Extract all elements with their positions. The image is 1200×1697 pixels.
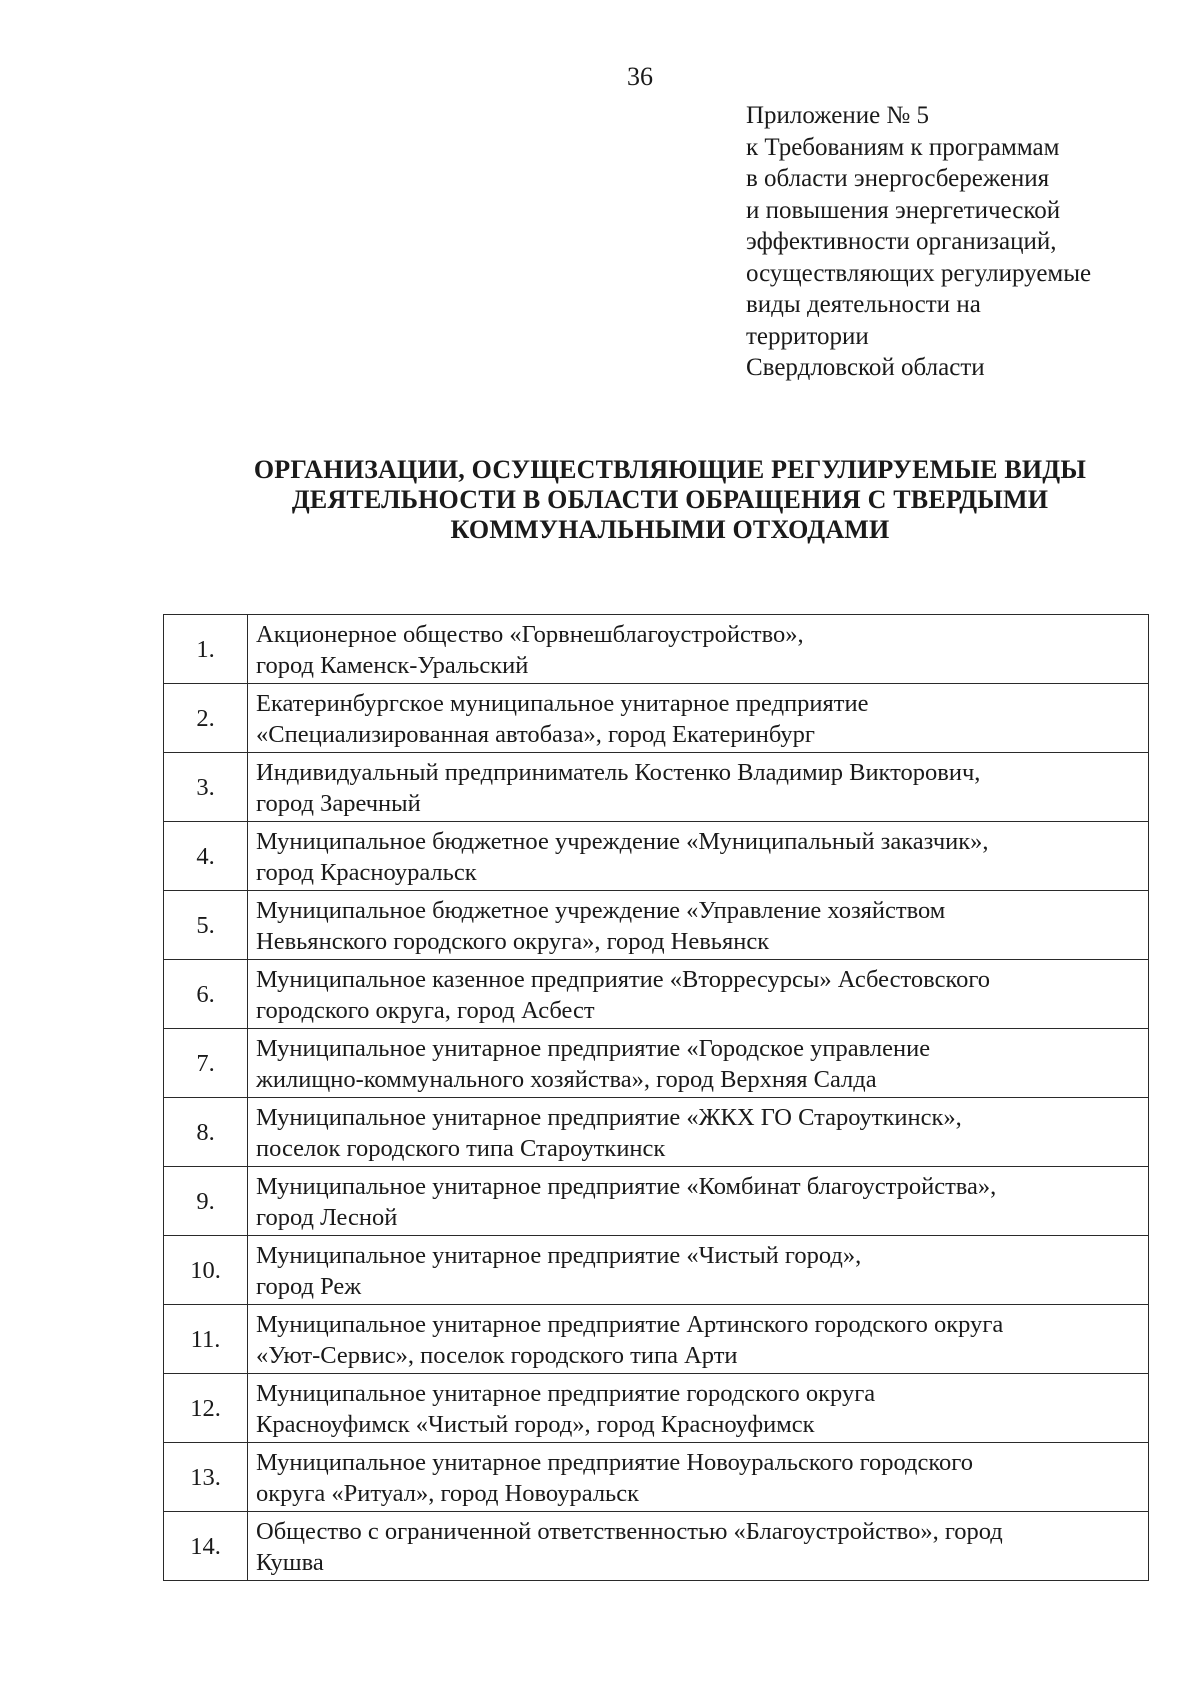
appendix-line: эффективности организаций, <box>746 228 1057 255</box>
organization-name-line: Муниципальное унитарное предприятие «Комбинат благоустройства», <box>256 1173 997 1200</box>
organization-name-line: Екатеринбургское муниципальное унитарное предприятие <box>256 690 869 717</box>
organization-name-line: жилищно-коммунального хозяйства», город Верхняя Салда <box>256 1066 877 1093</box>
appendix-line: к Требованиям к программам <box>746 133 1060 161</box>
organization-cell <box>248 1098 1149 1167</box>
organization-name-line: округа «Ритуал», город Новоуральск <box>256 1480 639 1507</box>
row-number: 13. <box>164 1443 248 1512</box>
row-number: 14. <box>164 1512 248 1581</box>
title-line: ОРГАНИЗАЦИИ, ОСУЩЕСТВЛЯЮЩИЕ РЕГУЛИРУЕМЫЕ ВИДЫ <box>253 455 1087 484</box>
table-row <box>164 1236 1149 1305</box>
organization-name-line: Муниципальное казенное предприятие «Вторресурсы» Асбестовского <box>256 966 991 993</box>
organization-name-line: Акционерное общество «Горвнешблагоустройство», <box>256 621 804 648</box>
row-number: 12. <box>164 1374 248 1443</box>
organization-name-line: город Заречный <box>256 790 421 817</box>
organization-name-line: город Реж <box>256 1273 362 1300</box>
appendix-line: территории <box>746 322 869 350</box>
organization-name-line: Муниципальное унитарное предприятие «ЖКХ ГО Староуткинск», <box>256 1104 962 1131</box>
organization-name-line: город Каменск-Уральский <box>256 652 529 679</box>
title-line: КОММУНАЛЬНЫМИ ОТХОДАМИ <box>450 515 890 544</box>
row-number: 3. <box>164 753 248 822</box>
organization-name-line: Муниципальное унитарное предприятие «Чистый город», <box>256 1242 862 1269</box>
organization-cell <box>248 615 1149 684</box>
organization-cell <box>248 1305 1149 1374</box>
organization-name-line: Муниципальное унитарное предприятие городского округа <box>256 1380 876 1407</box>
organization-cell <box>248 822 1149 891</box>
organizations-table <box>163 614 1149 1581</box>
organization-name-line: город Лесной <box>256 1204 398 1231</box>
organization-cell <box>248 1236 1149 1305</box>
row-number: 8. <box>164 1098 248 1167</box>
table-row <box>164 753 1149 822</box>
organization-cell <box>248 1167 1149 1236</box>
table-row <box>164 1443 1149 1512</box>
table-row <box>164 1305 1149 1374</box>
organization-name-line: «Специализированная автобаза», город Екатеринбург <box>256 721 815 748</box>
organization-name-line: Индивидуальный предприниматель Костенко Владимир Викторович, <box>256 759 981 786</box>
table-row <box>164 615 1149 684</box>
organization-cell <box>248 1029 1149 1098</box>
table-row <box>164 1512 1149 1581</box>
row-number: 5. <box>164 891 248 960</box>
organization-name-line: «Уют-Сервис», поселок городского типа Арти <box>256 1342 738 1369</box>
organization-name-line: Общество с ограниченной ответственностью «Благоустройство», город <box>256 1518 1003 1545</box>
organization-cell <box>248 1443 1149 1512</box>
organization-name-line: Невьянского городского округа», город Невьянск <box>256 928 770 955</box>
organization-name-line: городского округа, город Асбест <box>256 997 595 1024</box>
organization-name-line: Кушва <box>256 1549 324 1576</box>
appendix-line: Свердловской области <box>746 354 985 381</box>
appendix-line: виды деятельности на <box>746 291 981 318</box>
organization-cell <box>248 684 1149 753</box>
row-number: 1. <box>164 615 248 684</box>
row-number: 2. <box>164 684 248 753</box>
organization-cell <box>248 891 1149 960</box>
table-row <box>164 960 1149 1029</box>
table-row <box>164 1374 1149 1443</box>
row-number: 11. <box>164 1305 248 1374</box>
table-row <box>164 891 1149 960</box>
appendix-line: Приложение № 5 <box>746 102 930 129</box>
organization-name-line: Муниципальное бюджетное учреждение «Управление хозяйством <box>256 897 946 924</box>
table-row <box>164 1098 1149 1167</box>
organization-name-line: Муниципальное унитарное предприятие Новоуральского городского <box>256 1449 973 1476</box>
organization-name-line: Муниципальное бюджетное учреждение «Муниципальный заказчик», <box>256 828 989 855</box>
table-row <box>164 1167 1149 1236</box>
organization-cell <box>248 960 1149 1029</box>
table-row <box>164 1029 1149 1098</box>
page-number: 36 <box>627 62 653 91</box>
document-title <box>200 455 1140 545</box>
appendix-line: осуществляющих регулируемые <box>746 259 1092 287</box>
row-number: 7. <box>164 1029 248 1098</box>
title-line: ДЕЯТЕЛЬНОСТИ В ОБЛАСТИ ОБРАЩЕНИЯ С ТВЕРДЫМИ <box>291 485 1049 514</box>
appendix-line: в области энергосбережения <box>746 165 1050 192</box>
organization-name-line: поселок городского типа Староуткинск <box>256 1135 666 1162</box>
row-number: 4. <box>164 822 248 891</box>
organization-name-line: Муниципальное унитарное предприятие «Городское управление <box>256 1035 931 1062</box>
table-row <box>164 684 1149 753</box>
row-number: 10. <box>164 1236 248 1305</box>
organization-cell <box>248 1374 1149 1443</box>
organization-name-line: город Красноуральск <box>256 859 477 886</box>
organization-cell <box>248 1512 1149 1581</box>
appendix-reference <box>746 100 1166 384</box>
appendix-line: и повышения энергетической <box>746 196 1061 224</box>
row-number: 6. <box>164 960 248 1029</box>
organization-name-line: Муниципальное унитарное предприятие Артинского городского округа <box>256 1311 1004 1338</box>
organization-name-line: Красноуфимск «Чистый город», город Красноуфимск <box>256 1411 815 1438</box>
row-number: 9. <box>164 1167 248 1236</box>
table-row <box>164 822 1149 891</box>
organization-cell <box>248 753 1149 822</box>
